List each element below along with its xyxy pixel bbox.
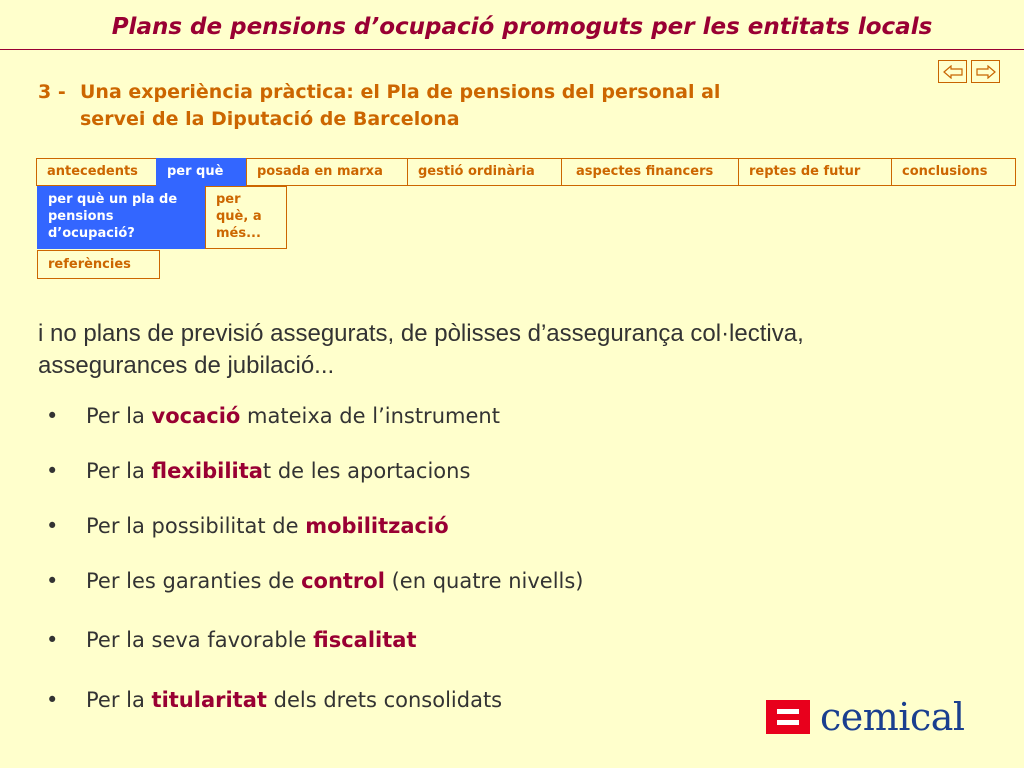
subtab-why-also[interactable]: per què, a més... — [205, 186, 287, 249]
bullet-marker: • — [46, 404, 59, 428]
subtab-why-plan[interactable]: per què un pla de pensions d’ocupació? — [37, 186, 206, 249]
tab-per-que[interactable]: per què — [156, 158, 247, 186]
tab-antecedents[interactable]: antecedents — [36, 158, 157, 186]
next-button[interactable] — [971, 60, 1000, 83]
logo-text: cemical — [820, 695, 965, 739]
item-text: Per les garanties de — [86, 569, 302, 593]
item-keyword: vocació — [151, 404, 241, 428]
bullet-marker: • — [46, 628, 59, 652]
bullet-marker: • — [46, 514, 59, 538]
page-title: Plans de pensions d’ocupació promoguts per les entitats locals — [111, 14, 933, 40]
item-text: Per la possibilitat de — [86, 514, 306, 538]
subtab-references[interactable]: referències — [37, 250, 160, 279]
item-text: Per la — [86, 404, 152, 428]
item-keyword: control — [301, 569, 385, 593]
item-text: Per la seva favorable — [86, 628, 314, 652]
tab-reptes-de-futur[interactable]: reptes de futur — [738, 158, 892, 186]
slide-navigation — [938, 60, 1000, 83]
arrow-right-icon — [976, 65, 996, 79]
item-keyword: mobilització — [305, 514, 449, 538]
item-keyword: flexibilita — [151, 459, 263, 483]
section-heading-line1: Una experiència pràctica: el Pla de pensions del personal al — [80, 81, 721, 103]
item-text: Per la — [86, 688, 152, 712]
item-text: (en quatre nivells) — [384, 569, 584, 593]
equals-icon — [766, 700, 810, 734]
item-keyword: fiscalitat — [313, 628, 417, 652]
arrow-left-icon — [943, 65, 963, 79]
bullet-marker: • — [46, 569, 59, 593]
list-item — [46, 404, 846, 428]
tab-gestio-ordinaria[interactable]: gestió ordinària — [407, 158, 562, 186]
list-item — [46, 514, 846, 538]
item-text: dels drets consolidats — [266, 688, 503, 712]
intro-text: i no plans de previsió assegurats, de pòlisses d’assegurança col·lectiva, assegurances de jubilació... — [38, 320, 804, 379]
item-text: Per la — [86, 459, 152, 483]
tab-conclusions[interactable]: conclusions — [891, 158, 1016, 186]
list-item — [46, 569, 846, 593]
section-number: 3 - — [38, 81, 66, 103]
title-divider — [0, 49, 1024, 50]
previous-button[interactable] — [938, 60, 967, 83]
list-item — [46, 459, 846, 483]
item-keyword: titularitat — [151, 688, 267, 712]
bullet-marker: • — [46, 459, 59, 483]
tab-aspectes-financers[interactable]: aspectes financers — [561, 158, 739, 186]
cemical-logo — [766, 695, 965, 739]
item-text: mateixa de l’instrument — [240, 404, 500, 428]
list-item — [46, 688, 846, 712]
section-tabs — [37, 158, 1016, 186]
item-text: t de les aportacions — [262, 459, 471, 483]
list-item — [46, 628, 846, 652]
section-heading-line2: servei de la Diputació de Barcelona — [80, 108, 460, 130]
section-heading — [38, 79, 858, 133]
tab-posada-en-marxa[interactable]: posada en marxa — [246, 158, 408, 186]
bullet-marker: • — [46, 688, 59, 712]
